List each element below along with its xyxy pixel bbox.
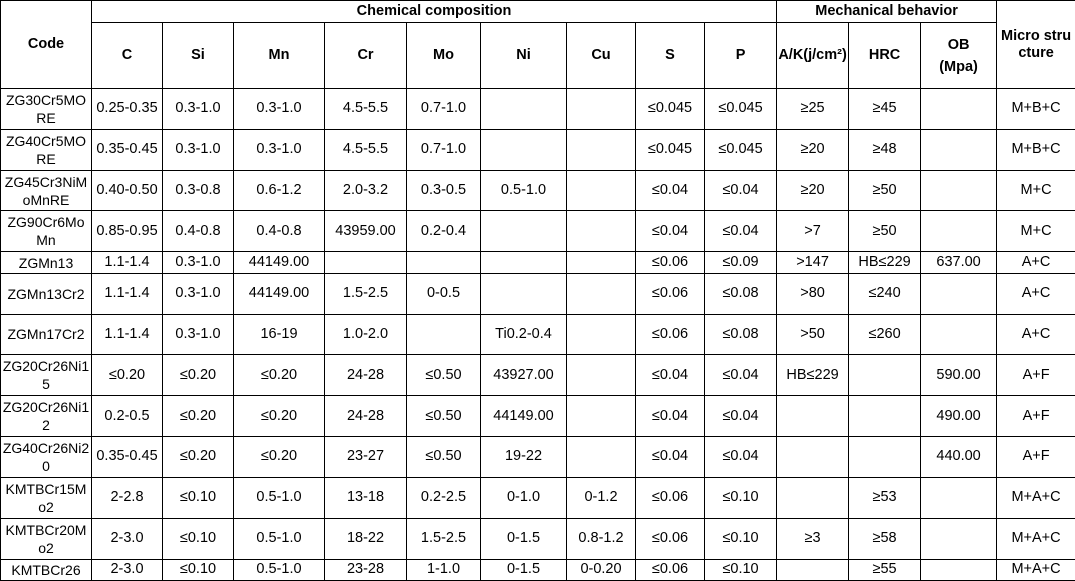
cell-mo: 0.7-1.0 [407, 129, 481, 170]
header-code: Code [1, 1, 92, 89]
cell-hrc: ≥45 [849, 89, 921, 130]
cell-si: 0.3-1.0 [163, 314, 234, 355]
cell-micro: A+F [997, 437, 1075, 478]
cell-hrc: ≥48 [849, 129, 921, 170]
cell-ni: 0.5-1.0 [481, 170, 567, 211]
cell-hrc [849, 437, 921, 478]
cell-ak: ≥25 [777, 89, 849, 130]
cell-mn: 0.5-1.0 [234, 559, 325, 580]
cell-mn: ≤0.20 [234, 396, 325, 437]
cell-micro: A+C [997, 273, 1075, 314]
cell-s: ≤0.06 [636, 273, 705, 314]
cell-ni [481, 89, 567, 130]
cell-mo: 0-0.5 [407, 273, 481, 314]
cell-mn: 0.5-1.0 [234, 518, 325, 559]
cell-cu: 0-1.2 [567, 477, 636, 518]
cell-si: 0.3-1.0 [163, 273, 234, 314]
header-hrc: HRC [849, 23, 921, 89]
cell-cu: 0-0.20 [567, 559, 636, 580]
cell-si: ≤0.20 [163, 437, 234, 478]
cell-ni: 0-1.0 [481, 477, 567, 518]
cell-code: ZG40Cr5MORE [1, 129, 92, 170]
cell-hrc: ≥55 [849, 559, 921, 580]
cell-hrc: ≥50 [849, 170, 921, 211]
cell-cr: 24-28 [325, 355, 407, 396]
cell-cr [325, 252, 407, 273]
cell-hrc: ≥58 [849, 518, 921, 559]
cell-code: KMTBCr26 [1, 559, 92, 580]
header-ob-unit: (Mpa) [939, 58, 978, 75]
cell-ni: 43927.00 [481, 355, 567, 396]
cell-cr: 23-28 [325, 559, 407, 580]
cell-mo: 0.2-0.4 [407, 211, 481, 252]
cell-micro: A+C [997, 252, 1075, 273]
cell-mo [407, 252, 481, 273]
cell-p: ≤0.045 [705, 129, 777, 170]
cell-code: ZGMn13Cr2 [1, 273, 92, 314]
cell-c: 1.1-1.4 [92, 273, 163, 314]
cell-code: ZG40Cr26Ni20 [1, 437, 92, 478]
cell-ob [921, 477, 997, 518]
cell-s: ≤0.06 [636, 518, 705, 559]
cell-code: ZG90Cr6MoMn [1, 211, 92, 252]
cell-mo: 1-1.0 [407, 559, 481, 580]
cell-ni [481, 252, 567, 273]
header-ob [921, 23, 997, 89]
cell-ni: 19-22 [481, 437, 567, 478]
cell-micro: A+F [997, 355, 1075, 396]
cell-s: ≤0.06 [636, 477, 705, 518]
cell-c: 1.1-1.4 [92, 252, 163, 273]
cell-cr: 4.5-5.5 [325, 129, 407, 170]
cell-code: KMTBCr15Mo2 [1, 477, 92, 518]
cell-hrc [849, 396, 921, 437]
table-row [1, 211, 1075, 252]
header-p: P [705, 23, 777, 89]
cell-micro: M+A+C [997, 559, 1075, 580]
cell-code: ZG20Cr26Ni12 [1, 396, 92, 437]
cell-s: ≤0.045 [636, 89, 705, 130]
table-row [1, 252, 1075, 273]
table-row [1, 396, 1075, 437]
header-cr: Cr [325, 23, 407, 89]
header-c: C [92, 23, 163, 89]
cell-ni [481, 129, 567, 170]
cell-mn: ≤0.20 [234, 355, 325, 396]
cell-mo: 1.5-2.5 [407, 518, 481, 559]
table-row [1, 170, 1075, 211]
cell-cu [567, 437, 636, 478]
cell-s: ≤0.06 [636, 559, 705, 580]
cell-p: ≤0.04 [705, 355, 777, 396]
cell-si: ≤0.10 [163, 518, 234, 559]
cell-p: ≤0.08 [705, 314, 777, 355]
cell-s: ≤0.04 [636, 396, 705, 437]
cell-micro: M+A+C [997, 477, 1075, 518]
cell-c: 2-3.0 [92, 518, 163, 559]
cell-p: ≤0.08 [705, 273, 777, 314]
cell-hrc: ≥53 [849, 477, 921, 518]
cell-s: ≤0.04 [636, 355, 705, 396]
cell-cu [567, 252, 636, 273]
cell-ak: >50 [777, 314, 849, 355]
cell-mn: 44149.00 [234, 252, 325, 273]
cell-ob [921, 314, 997, 355]
cell-s: ≤0.04 [636, 437, 705, 478]
cell-cr: 1.0-2.0 [325, 314, 407, 355]
table-row [1, 355, 1075, 396]
cell-si: 0.4-0.8 [163, 211, 234, 252]
header-ob-label: OB [947, 36, 970, 53]
cell-ak [777, 559, 849, 580]
cell-c: 1.1-1.4 [92, 314, 163, 355]
cell-si: ≤0.10 [163, 477, 234, 518]
cell-c: ≤0.20 [92, 355, 163, 396]
cell-c: 2-2.8 [92, 477, 163, 518]
header-ak: A/K(j/cm²) [777, 23, 849, 89]
cell-ak: >80 [777, 273, 849, 314]
cell-si: ≤0.20 [163, 396, 234, 437]
cell-si: 0.3-0.8 [163, 170, 234, 211]
cell-cr: 43959.00 [325, 211, 407, 252]
cell-cr: 2.0-3.2 [325, 170, 407, 211]
cell-c: 2-3.0 [92, 559, 163, 580]
cell-s: ≤0.04 [636, 211, 705, 252]
cell-si: 0.3-1.0 [163, 129, 234, 170]
cell-micro: M+A+C [997, 518, 1075, 559]
cell-c: 0.2-0.5 [92, 396, 163, 437]
cell-si: 0.3-1.0 [163, 252, 234, 273]
header-chemical-composition: Chemical composition [92, 1, 777, 23]
cell-code: ZG20Cr26Ni15 [1, 355, 92, 396]
cell-cr: 18-22 [325, 518, 407, 559]
cell-mo: 0.3-0.5 [407, 170, 481, 211]
cell-code: ZGMn13 [1, 252, 92, 273]
cell-ak [777, 396, 849, 437]
header-si: Si [163, 23, 234, 89]
cell-micro: A+F [997, 396, 1075, 437]
cell-p: ≤0.04 [705, 437, 777, 478]
cell-p: ≤0.10 [705, 477, 777, 518]
table-row [1, 559, 1075, 580]
cell-ak: >7 [777, 211, 849, 252]
cell-micro: M+C [997, 170, 1075, 211]
cell-ob [921, 273, 997, 314]
cell-micro: A+C [997, 314, 1075, 355]
cell-ob [921, 518, 997, 559]
cell-p: ≤0.04 [705, 211, 777, 252]
cell-ak: HB≤229 [777, 355, 849, 396]
cell-mn: 0.3-1.0 [234, 129, 325, 170]
cell-ni: Ti0.2-0.4 [481, 314, 567, 355]
cell-ni [481, 211, 567, 252]
cell-cu [567, 170, 636, 211]
cell-mo: ≤0.50 [407, 437, 481, 478]
cell-ob: 590.00 [921, 355, 997, 396]
table-row [1, 273, 1075, 314]
cell-c: 0.40-0.50 [92, 170, 163, 211]
cell-ob [921, 170, 997, 211]
cell-s: ≤0.06 [636, 252, 705, 273]
cell-hrc: ≤260 [849, 314, 921, 355]
cell-cr: 4.5-5.5 [325, 89, 407, 130]
cell-cu [567, 396, 636, 437]
cell-si: 0.3-1.0 [163, 89, 234, 130]
cell-mo: ≤0.50 [407, 355, 481, 396]
header-ni: Ni [481, 23, 567, 89]
cell-ak [777, 437, 849, 478]
cell-mo [407, 314, 481, 355]
cell-ak: ≥20 [777, 170, 849, 211]
cell-ak: ≥20 [777, 129, 849, 170]
cell-cu: 0.8-1.2 [567, 518, 636, 559]
cell-mn: 0.5-1.0 [234, 477, 325, 518]
cell-code: ZGMn17Cr2 [1, 314, 92, 355]
cell-ak: >147 [777, 252, 849, 273]
cell-ni: 44149.00 [481, 396, 567, 437]
cell-mo: 0.2-2.5 [407, 477, 481, 518]
table-row [1, 129, 1075, 170]
table-row [1, 518, 1075, 559]
table-row [1, 89, 1075, 130]
cell-micro: M+B+C [997, 89, 1075, 130]
cell-p: ≤0.10 [705, 559, 777, 580]
cell-mn: 44149.00 [234, 273, 325, 314]
cell-mn: 0.6-1.2 [234, 170, 325, 211]
cell-code: ZG45Cr3NiMoMnRE [1, 170, 92, 211]
cell-p: ≤0.09 [705, 252, 777, 273]
header-mn: Mn [234, 23, 325, 89]
table-row [1, 314, 1075, 355]
cell-micro: M+B+C [997, 129, 1075, 170]
cell-ob [921, 559, 997, 580]
cell-mn: ≤0.20 [234, 437, 325, 478]
cell-ak: ≥3 [777, 518, 849, 559]
cell-s: ≤0.045 [636, 129, 705, 170]
cell-ni [481, 273, 567, 314]
cell-mn: 0.4-0.8 [234, 211, 325, 252]
cell-code: ZG30Cr5MORE [1, 89, 92, 130]
table-body [1, 89, 1075, 581]
cell-mo: 0.7-1.0 [407, 89, 481, 130]
cell-c: 0.25-0.35 [92, 89, 163, 130]
cell-cr: 1.5-2.5 [325, 273, 407, 314]
cell-s: ≤0.06 [636, 314, 705, 355]
cell-mn: 16-19 [234, 314, 325, 355]
cell-cr: 23-27 [325, 437, 407, 478]
cell-cu [567, 314, 636, 355]
header-s: S [636, 23, 705, 89]
cell-cr: 24-28 [325, 396, 407, 437]
header-micro-structure: Micro structure [997, 1, 1075, 89]
cell-ni: 0-1.5 [481, 518, 567, 559]
cell-hrc: ≤240 [849, 273, 921, 314]
table-row [1, 437, 1075, 478]
cell-cu [567, 129, 636, 170]
cell-hrc: ≥50 [849, 211, 921, 252]
cell-cu [567, 355, 636, 396]
cell-ob [921, 211, 997, 252]
cell-ak [777, 477, 849, 518]
cell-hrc [849, 355, 921, 396]
cell-p: ≤0.04 [705, 396, 777, 437]
cell-mo: ≤0.50 [407, 396, 481, 437]
cell-cr: 13-18 [325, 477, 407, 518]
cell-ob: 440.00 [921, 437, 997, 478]
cell-p: ≤0.04 [705, 170, 777, 211]
cell-hrc: HB≤229 [849, 252, 921, 273]
cell-p: ≤0.10 [705, 518, 777, 559]
cell-p: ≤0.045 [705, 89, 777, 130]
cell-mn: 0.3-1.0 [234, 89, 325, 130]
header-mo: Mo [407, 23, 481, 89]
header-mechanical-behavior: Mechanical behavior [777, 1, 997, 23]
cell-code: KMTBCr20Mo2 [1, 518, 92, 559]
cell-ni: 0-1.5 [481, 559, 567, 580]
cell-si: ≤0.20 [163, 355, 234, 396]
cell-s: ≤0.04 [636, 170, 705, 211]
cell-cu [567, 273, 636, 314]
cell-cu [567, 211, 636, 252]
cell-cu [567, 89, 636, 130]
cell-c: 0.35-0.45 [92, 129, 163, 170]
cell-c: 0.35-0.45 [92, 437, 163, 478]
cell-si: ≤0.10 [163, 559, 234, 580]
cell-micro: M+C [997, 211, 1075, 252]
cell-ob: 490.00 [921, 396, 997, 437]
cell-c: 0.85-0.95 [92, 211, 163, 252]
header-cu: Cu [567, 23, 636, 89]
cell-ob [921, 129, 997, 170]
table-row [1, 477, 1075, 518]
cell-ob: 637.00 [921, 252, 997, 273]
cell-ob [921, 89, 997, 130]
